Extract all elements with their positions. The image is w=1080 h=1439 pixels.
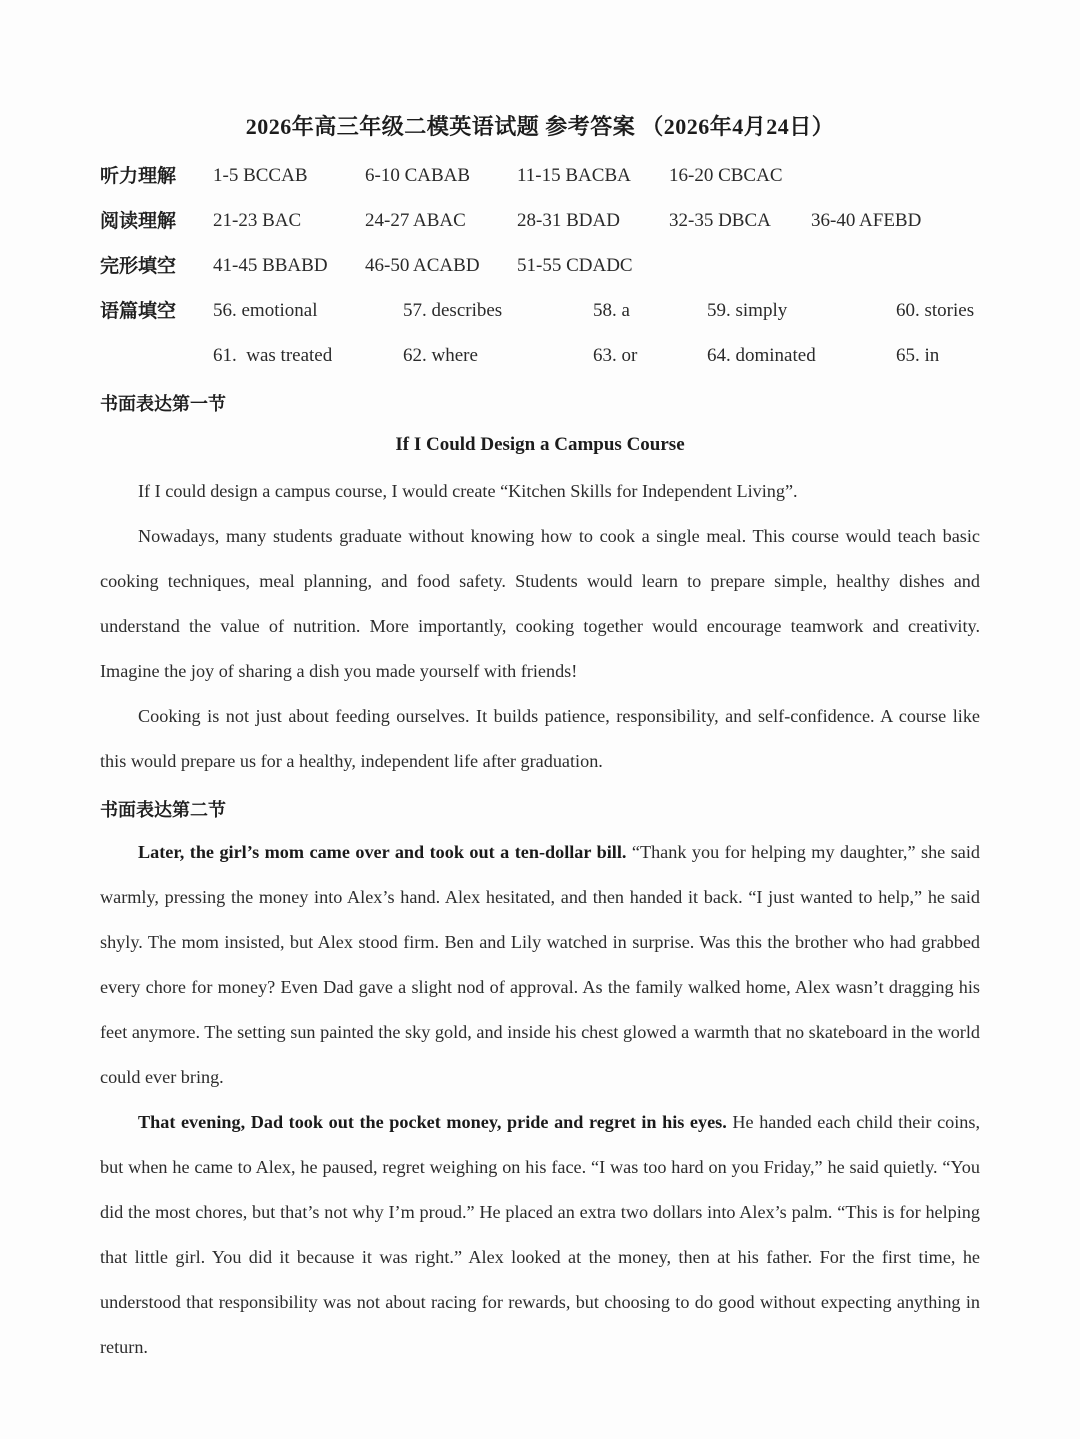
answer-item: 61. was treated: [213, 345, 333, 366]
answer-group: 36-40 AFEBD: [811, 210, 922, 231]
answer-item: 60. stories: [896, 300, 975, 321]
answer-group: 28-31 BDAD: [517, 210, 620, 231]
answer-row-reading: [0, 206, 1080, 236]
answer-row-listening: [0, 161, 1080, 191]
answer-group: 51-55 CDADC: [517, 255, 633, 276]
answer-item: 56. emotional: [213, 300, 318, 321]
answer-group: 46-50 ACABD: [365, 255, 480, 276]
section-label-cloze: 完形填空: [100, 255, 177, 277]
essay-paragraph: Cooking is not just about feeding ourselves. It builds patience, responsibility, and self-confidence. A course like this would prepare us for a healthy, independent life after graduation.: [100, 706, 980, 772]
answer-item: 58. a: [593, 300, 630, 321]
answer-group: 11-15 BACBA: [517, 165, 631, 186]
paragraph-lead-sentence: Later, the girl’s mom came over and took out a ten-dollar bill.: [138, 842, 627, 862]
answer-item: 57. describes: [403, 300, 503, 321]
answer-group: 41-45 BBABD: [213, 255, 328, 276]
section-heading-writing-1: 书面表达第一节: [100, 394, 226, 415]
section-label-listening: 听力理解: [100, 165, 177, 187]
paragraph-body: He handed each child their coins, but when he came to Alex, he paused, regret weighing on his face. “I was too hard on you Friday,” he said quietly. “You did the most chores, but that’s not why I’m proud.” He placed an extra two dollars into Alex’s palm. “This is for helping that little girl. You did it because it was right.” Alex looked at the money, then at his father. For the first time, he understood that responsibility was not about racing for rewards, but choosing to do good without expecting anything in return.: [100, 1112, 981, 1358]
page-title: 2026年高三年级二模英语试题 参考答案 （2026年4月24日）: [245, 114, 835, 139]
section-label-grammar: 语篇填空: [100, 300, 177, 322]
paragraph-lead-sentence: That evening, Dad took out the pocket money, pride and regret in his eyes.: [138, 1112, 727, 1132]
story-paragraph-1: [100, 830, 980, 1101]
answer-row-grammar-2: [0, 341, 1080, 371]
answer-group: 16-20 CBCAC: [669, 165, 783, 186]
answer-group: 6-10 CABAB: [365, 165, 471, 186]
answer-group: 21-23 BAC: [213, 210, 302, 231]
answer-item: 59. simply: [707, 300, 788, 321]
answer-item: 63. or: [593, 345, 638, 366]
section-heading-writing-2: 书面表达第二节: [100, 800, 226, 821]
answer-group: 32-35 DBCA: [669, 210, 771, 231]
answer-item: 65. in: [896, 345, 940, 366]
paragraph-body: “Thank you for helping my daughter,” she said warmly, pressing the money into Alex’s hand. Alex hesitated, and then handed it back. “I just wanted to help,” he said shyly. The mom insisted, but Alex stood firm. Ben and Lily watched in surprise. Was this the brother who had grabbed every chore for money? Even Dad gave a slight nod of approval. As the family walked home, Alex wasn’t dragging his feet anymore. The setting sun painted the sky gold, and inside his chest glowed a warmth that no skateboard in the world could ever bring.: [100, 842, 980, 1088]
essay-paragraph: If I could design a campus course, I would create “Kitchen Skills for Independent Living”.: [138, 481, 798, 501]
answer-group: 1-5 BCCAB: [213, 165, 308, 186]
answer-item: 62. where: [403, 345, 478, 366]
answer-group: 24-27 ABAC: [365, 210, 466, 231]
answer-row-cloze: [0, 251, 1080, 281]
section-label-reading: 阅读理解: [100, 210, 177, 232]
answer-row-grammar-1: [0, 296, 1080, 326]
essay-title: If I Could Design a Campus Course: [395, 434, 685, 455]
story-paragraph-2: [100, 1100, 980, 1371]
essay-paragraph: Nowadays, many students graduate without knowing how to cook a single meal. This course would teach basic cooking techniques, meal planning, and food safety. Students would learn to prepare simple, healthy dishes and understand the value of nutrition. More importantly, cooking together would encourage teamwork and creativity. Imagine the joy of sharing a dish you made yourself with friends!: [100, 526, 980, 682]
answer-item: 64. dominated: [707, 345, 816, 366]
